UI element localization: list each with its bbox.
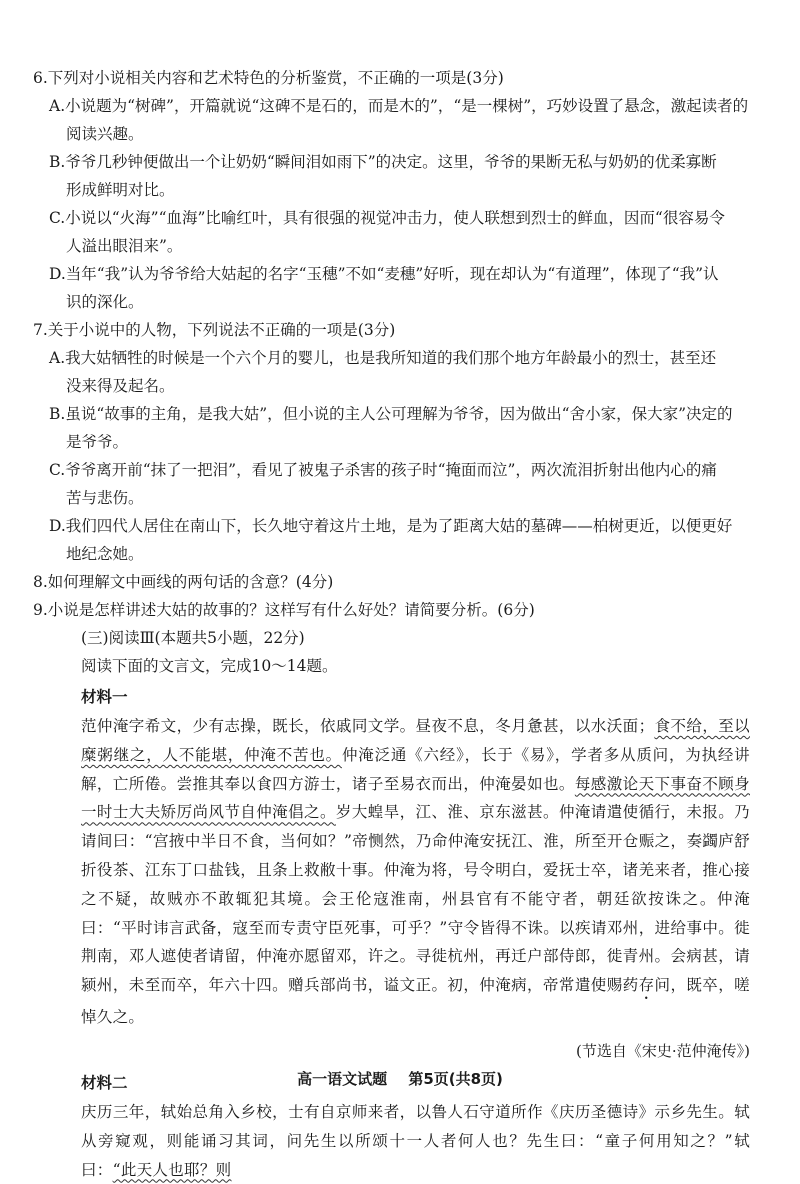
material-1-text [81, 712, 750, 1032]
question-6-option-d [49, 260, 750, 316]
material-1-segment: 问，既卒，嗟悼久之。 [81, 976, 750, 1027]
dot-emphasized-character: 存 [638, 976, 655, 995]
question-7-option-b [49, 400, 750, 456]
wavy-underlined-sentence-1: 食不给，至以糜粥继之，人不能堪，仲淹不苦也。 [81, 717, 750, 764]
option-d-line2: 地纪念她。 [66, 545, 144, 563]
footer-page-number: 第5页(共8页) [408, 1070, 503, 1088]
question-6 [33, 64, 750, 316]
option-a-line1: A.我大姑牺牲的时候是一个六个月的婴儿，也是我所知道的我们那个地方年龄最小的烈士，甚至还 [49, 349, 717, 367]
option-d-line2: 识的深化。 [66, 293, 144, 311]
question-7 [33, 316, 750, 568]
material-2-text [81, 1098, 750, 1184]
material-1-segment: 岁大蝗旱，江、淮、京东滋甚。仲淹请遣使循行，未报。乃请间曰：“宫掖中半日不食，当何如？”帝恻然，乃命仲淹安抚江、淮，所至开仓赈之，奏蠲庐舒折役茶、江东丁口盐钱，且条上救敝十事。仲淹为将，号令明白，爱抚士卒，诸羌来者，推心接之不疑，故贼亦不敢辄犯其境。会王伦寇淮南，州县官有不能守者，朝廷欲按诛之。仲淹曰：“平时讳言武备，寇至而专责守臣死事，可乎？”守令皆得不诛。以疾请邓州，进给事中。徙荆南，邓人遮使者请留，仲淹亦愿留邓，许之。寻徙杭州，再迁户部侍郎，徙青州。会病甚，请颍州，未至而卒，年六十四。赠兵部尚书，谥文正。初，仲淹病，帝常遣使赐药 [81, 803, 750, 995]
option-b-line1: B.虽说“故事的主角，是我大姑”，但小说的主人公可理解为爷爷，因为做出“舍小家，保大家”决定的 [49, 405, 733, 423]
question-9: 9.小说是怎样讲述大姑的故事的？这样写有什么好处？请简要分析。(6分) [33, 601, 535, 619]
question-7-option-d [49, 512, 750, 568]
question-7-option-c [49, 456, 750, 512]
option-d-line1: D.当年“我”认为爷爷给大姑起的名字“玉穗”不如“麦穗”好听，现在却认为“有道理”，体现了“我”认 [49, 265, 719, 283]
option-c-line2: 人溢出眼泪来”。 [66, 237, 183, 255]
material-2-segment: 庆历三年，轼始总角入乡校，士有自京师来者，以鲁人石守道所作《庆历圣德诗》示乡先生。轼从旁窥观，则能诵习其词，问先生以所颂十一人者何人也？先生曰：“童子何用知之？”轼曰： [81, 1102, 750, 1179]
footer-subject: 高一语文试题 [297, 1070, 388, 1088]
material-2-title: 材料二 [81, 1073, 128, 1092]
question-8: 8.如何理解文中画线的两句话的含意？(4分) [33, 573, 334, 591]
question-6-option-b [49, 148, 750, 204]
reading-instruction: 阅读下面的文言文，完成10～14题。 [81, 657, 338, 675]
wavy-underlined-sentence-3: “此天人也耶？则 [112, 1160, 232, 1179]
question-6-stem: 6.下列对小说相关内容和艺术特色的分析鉴赏，不正确的一项是(3分) [33, 69, 504, 87]
question-6-option-a [49, 92, 750, 148]
page-footer [0, 1068, 800, 1089]
material-1-segment: 仲淹泛通《六经》，长于《易》，学者多从质问，为执经讲解，亡所倦。尝推其奉以食四方游士，诸子至易衣而出，仲淹晏如也。 [81, 745, 750, 793]
option-b-line2: 形成鲜明对比。 [66, 181, 175, 199]
question-7-option-a [49, 344, 750, 400]
option-d-line1: D.我们四代人居住在南山下，长久地守着这片土地，是为了距离大姑的墓碑——柏树更近，以便更好 [49, 517, 733, 535]
question-6-option-c [49, 204, 750, 260]
option-c-line1: C.爷爷离开前“抹了一把泪”，看见了被鬼子杀害的孩子时“掩面而泣”，两次流泪折射出他内心的痛 [49, 461, 717, 479]
question-7-stem: 7.关于小说中的人物，下列说法不正确的一项是(3分) [33, 321, 396, 339]
option-a-line2: 没来得及起名。 [66, 377, 175, 395]
material-1-source: (节选自《宋史·范仲淹传》) [576, 1041, 750, 1060]
material-1-segment: 范仲淹字希文，少有志操，既长，依戚同文学。昼夜不息，冬月惫甚，以水沃面； [81, 717, 655, 735]
option-c-line1: C.小说以“火海”“血海”比喻红叶，具有很强的视觉冲击力，使人联想到烈士的鲜血，因而“很容易令 [49, 209, 725, 227]
wavy-underlined-sentence-2: 每感激论天下事奋不顾身一时士大夫矫厉尚风节自仲淹倡之。 [81, 774, 750, 822]
option-c-line2: 苦与悲伤。 [66, 489, 144, 507]
material-1-title: 材料一 [81, 688, 128, 706]
option-a-line1: A.小说题为“树碑”，开篇就说“这碑不是石的，而是木的”，“是一棵树”，巧妙设置了悬念，激起读者的 [49, 97, 749, 115]
option-b-line2: 是爷爷。 [66, 433, 129, 451]
section-heading: (三)阅读Ⅲ(本题共5小题，22分) [81, 629, 305, 647]
option-a-line2: 阅读兴趣。 [66, 125, 144, 143]
option-b-line1: B.爷爷几秒钟便做出一个让奶奶“瞬间泪如雨下”的决定。这里，爷爷的果断无私与奶奶的优柔寡断 [49, 153, 717, 171]
